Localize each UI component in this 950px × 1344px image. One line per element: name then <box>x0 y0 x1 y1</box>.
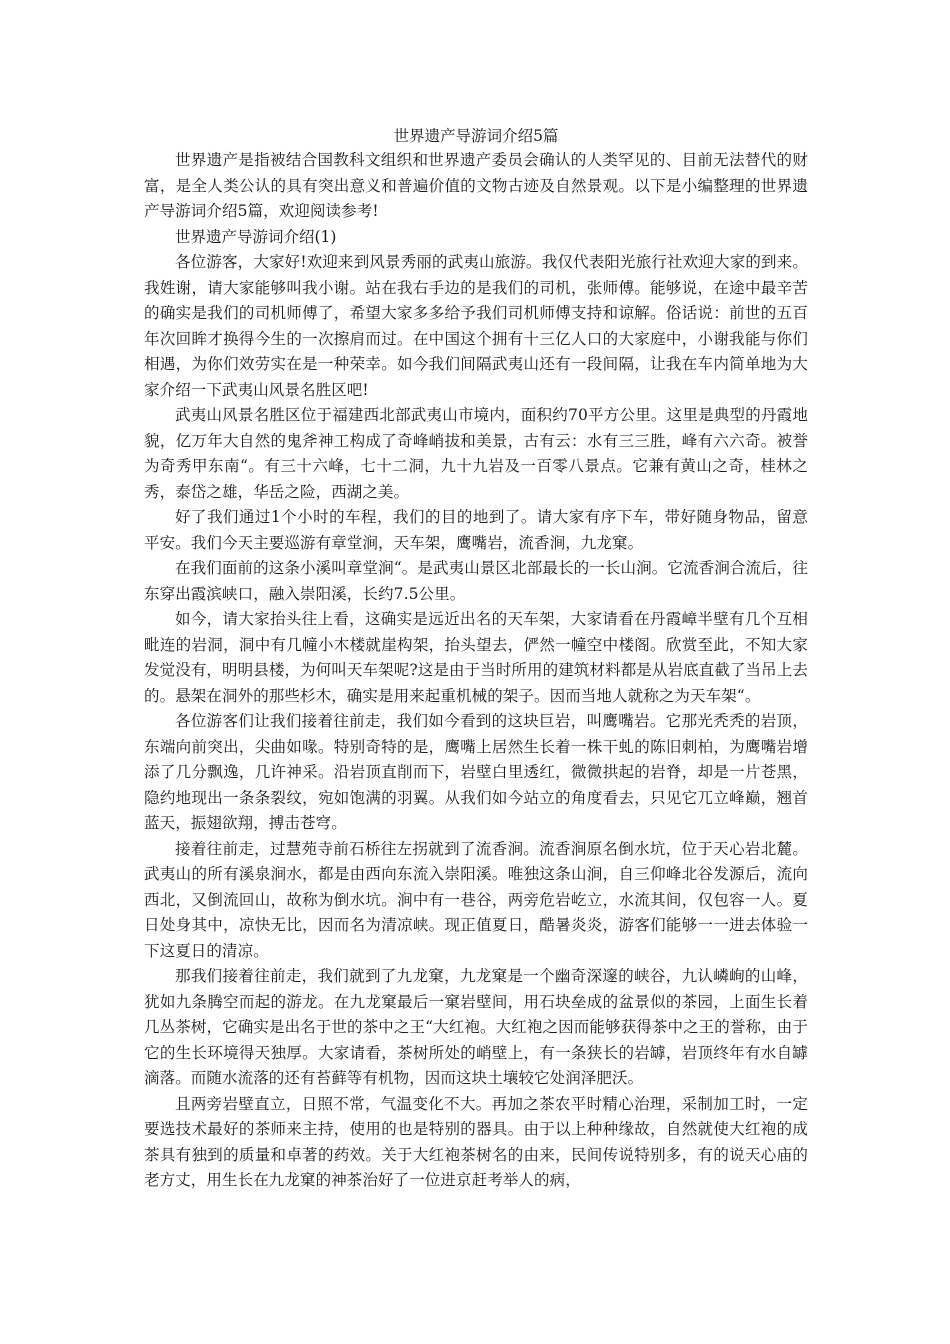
intro-paragraph: 世界遗产是指被结合国教科文组织和世界遗产委员会确认的人类罕见的、目前无法替代的财富，是全人类公认的具有突出意义和普遍价值的文物古迹及自然景观。以下是小编整理的世界遗产导游词介绍5篇，欢迎阅读参考! <box>144 151 808 220</box>
paragraph-liuxiang-stream: 接着往前走，过慧苑寺前石桥往左拐就到了流香涧。流香涧原名倒水坑，位于天心岩北麓。武夷山的所有溪泉涧水，都是由西向东流入崇阳溪。唯独这条山涧，自三仰峰北谷发源后，流向西北，又倒流回山，故称为倒水坑。涧中有一巷谷，两旁危岩屹立，水流其间，仅包容一人。夏日处身其中，凉快无比，因而名为清凉峡。现正值夏日，酷暑炎炎，游客们能够一一进去体验一下这夏日的清凉。 <box>144 839 808 960</box>
paragraph-tianche-rack: 如今，请大家抬头往上看，这确实是远近出名的天车架，大家请看在丹霞嶂半壁有几个互相毗连的岩洞，洞中有几幢小木楼就崖构架，抬头望去，俨然一幢空中楼阁。欣赏至此，不知大家发觉没有，明明县楼，为何叫天车架呢?这是由于当时所用的建筑材料都是从岩底直截了当吊上去的。悬架在洞外的那些杉木，确实是用来起重机械的架子。因而当地人就称之为天车架“。 <box>144 610 808 705</box>
document-title: 世界遗产导游词介绍5篇 <box>393 127 559 145</box>
paragraph-nine-dragon-nest: 那我们接着往前走，我们就到了九龙窠，九龙窠是一个幽奇深邃的峡谷，九认嶙峋的山峰，犹如九条腾空而起的游龙。在九龙窠最后一窠岩壁间，用石块垒成的盆景似的茶园，上面生长着几丛茶树，它确实是出名于世的茶中之王“大红袍。大红袍之因而能够获得茶中之王的誉称，由于它的生长环境得天独厚。大家请看，茶树所处的峭壁上，有一条狭长的岩罅，岩顶终年有水自罅滴落。而随水流落的还有苔藓等有机物，因而这块土壤较它处润泽肥沃。 <box>144 967 808 1087</box>
paragraph-zhangtang-stream: 在我们面前的这条小溪叫章堂涧“。是武夷山景区北部最长的一长山涧。它流香涧合流后，往东穿出霞滨峡口，融入崇阳溪，长约7.5公里。 <box>144 559 808 603</box>
paragraph-overview: 武夷山风景名胜区位于福建西北部武夷山市境内，面积约70平方公里。这里是典型的丹霞地貌，亿万年大自然的鬼斧神工构成了奇峰峭拔和美景，古有云：水有三三胜，峰有六六奇。被誉为奇秀甲东南“。有三十六峰，七十二洞，九十九岩及一百零八景点。它兼有黄山之奇，桂林之秀，泰岱之雄，华岳之险，西湖之美。 <box>144 406 808 501</box>
section-heading: 世界遗产导游词介绍(1) <box>175 227 337 246</box>
paragraph-eagle-beak-rock: 各位游客们让我们接着往前走，我们如今看到的这块巨岩，叫鹰嘴岩。它那光秃秃的岩顶，东端向前突出，尖曲如喙。特别奇特的是，鹰嘴上居然生长着一株干虬的陈旧刺柏，为鹰嘴岩增添了几分飘逸，几许神采。沿岩顶直削而下，岩壁白里透红，微微拱起的岩脊，却是一片苍黑，隐约地现出一条条裂纹，宛如饱满的羽翼。从我们如今站立的角度看去，只见它兀立峰巅，翘首蓝天，振翅欲翔，搏击苍穹。 <box>144 712 808 832</box>
paragraph-welcome: 各位游客，大家好!欢迎来到风景秀丽的武夷山旅游。我仅代表阳光旅行社欢迎大家的到来。我姓谢，请大家能够叫我小谢。站在我右手边的是我们的司机，张师傅。能够说，在途中最辛苦的确实是我们的司机师傅了，希望大家多多给予我们司机师傅支持和谅解。俗话说：前世的五百年次回眸才换得今生的一次擦肩而过。在中国这个拥有十三亿人口的大家庭中，小谢我能与你们相遇，为你们效劳实在是一种荣幸。如今我们间隔武夷山还有一段间隔，让我在车内简单地为大家介绍一下武夷山风景名胜区吧! <box>144 253 808 399</box>
document-page <box>144 124 808 1194</box>
paragraph-arrival: 好了我们通过1个小时的车程，我们的目的地到了。请大家有序下车，带好随身物品，留意平安。我们今天主要巡游有章堂涧，天车架，鹰嘴岩，流香涧，九龙窠。 <box>144 508 808 552</box>
paragraph-da-hong-pao: 且两旁岩壁直立，日照不常，气温变化不大。再加之茶农平时精心治理，采制加工时，一定要选技术最好的茶师来主持，使用的也是特别的器具。由于以上种种缘故，自然就使大红袍的成茶具有独到的质量和卓著的药效。关于大红袍茶树名的由来，民间传说特别多，有的说天心庙的老方丈，用生长在九龙窠的神茶治好了一位进京赶考举人的病， <box>144 1094 808 1189</box>
